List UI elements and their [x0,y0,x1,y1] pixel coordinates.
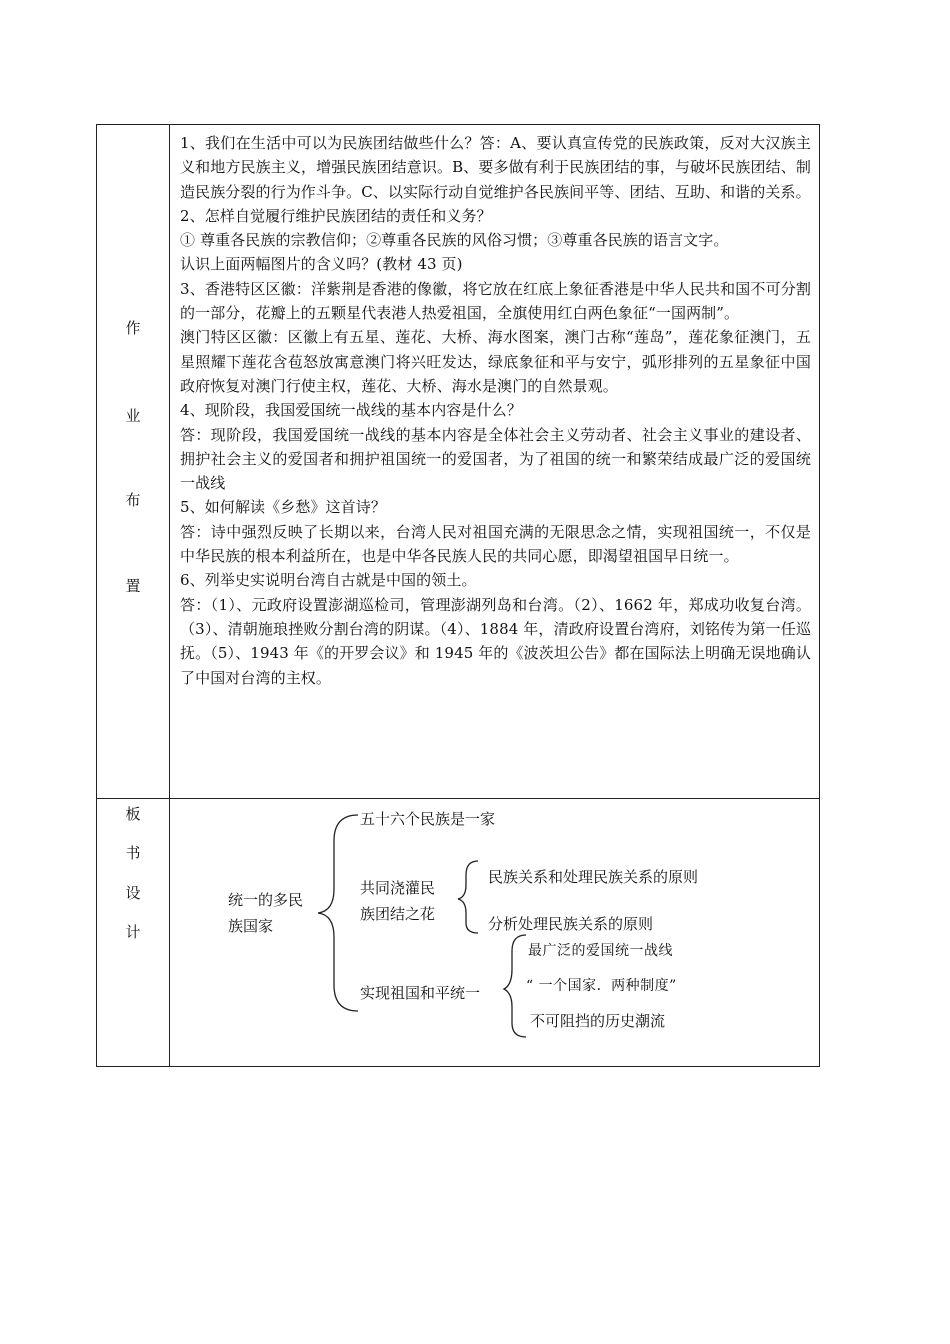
unity-sub-analysis: 分析处理民族关系的原则 [488,915,654,933]
branch-fifty-six-ethnic-groups: 五十六个民族是一家 [360,810,496,828]
homework-answer-2: ① 尊重各民族的宗教信仰；②尊重各民族的风俗习惯；③尊重各民族的语言文字。 [180,231,729,250]
homework-picture-prompt: 认识上面两幅图片的含义吗？(教材 43 页) [180,255,463,274]
homework-question-5: 5、如何解读《乡愁》这首诗？ [180,498,386,517]
homework-hongkong-emblem: 3、香港特区区徽：洋紫荆是香港的像徽，将它放在红底上象征香港是中华人民共和国不可分割的一部分，花瓣上的五颗星代表港人热爱祖国，全旗使用红白两色象征“一国两制”。 [180,279,811,323]
board-label-cell [97,799,170,1067]
homework-question-6: 6、列举史实说明台湾自古就是中国的领土。 [180,571,477,590]
reunification-sub-historical-trend: 不可阻挡的历史潮流 [530,1012,666,1030]
homework-question-2: 2、怎样自觉履行维护民族团结的责任和义务？ [180,206,492,225]
reunification-sub-one-country-two-systems: “ 一个国家．两种制度” [526,978,677,994]
board-label-char-2: 书 [125,844,141,862]
branch-unity-line-2: 族团结之花 [360,905,436,923]
homework-row [97,125,820,799]
homework-answer-4: 答：现阶段，我国爱国统一战线的基本内容是全体社会主义劳动者、社会主义事业的建设者、拥护社会主义的爱国者和拥护祖国统一的爱国者，为了祖国的统一和繁荣结成最广泛的爱国统一战线 [180,425,811,493]
board-diagram [170,799,820,1067]
homework-question-1: 1、我们在生活中可以为民族团结做些什么？答：A、要认真宣传党的民族政策，反对大汉族主义和地方民族主义，增强民族团结意识。B、要多做有利于民族团结的事，与破坏民族团结、制造民族分裂的行为作斗争。C、以实际行动自觉维护各民族间平等、团结、互助、和谐的关系。 [180,134,811,201]
board-design-row [97,799,820,1067]
branch-peaceful-reunification: 实现祖国和平统一 [360,984,481,1002]
homework-answer-6: 答：（1）、元政府设置澎湖巡检司，管理澎湖列岛和台湾。（2）、1662 年，郑成功收复台湾。（3）、清朝施琅挫败分割台湾的阴谋。（4）、1884 年，清政府设置台湾府，刘铭传为第一任巡抚。（5）、1943 年《的开罗会议》和 1945 年的《波茨坦公告》都在国际法上明确无误地确认了中国对台湾的主权。 [180,595,811,687]
lesson-plan-table [96,124,820,1067]
unity-sub-brace [458,861,478,933]
reunification-sub-brace [504,935,526,1037]
homework-label-char-4: 置 [125,577,141,595]
root-line-2: 族国家 [228,917,274,935]
reunification-sub-united-front: 最广泛的爱国统一战线 [528,943,673,959]
homework-question-4: 4、现阶段，我国爱国统一战线的基本内容是什么？ [180,401,522,420]
board-label-char-3: 设 [125,884,141,902]
main-brace [318,815,358,1011]
branch-unity-line-1: 共同浇灌民 [360,879,436,897]
homework-label-cell [97,125,170,799]
board-label-char-1: 板 [125,805,141,823]
homework-label-char-2: 业 [125,407,141,425]
homework-label-char-1: 作 [125,319,141,337]
board-label-char-4: 计 [125,923,141,941]
root-line-1: 统一的多民 [228,891,304,909]
homework-answer-5: 答：诗中强烈反映了长期以来，台湾人民对祖国充满的无限思念之情，实现祖国统一，不仅是中华民族的根本利益所在，也是中华各民族人民的共同心愿，即渴望祖国早日统一。 [180,522,811,566]
homework-macau-emblem: 澳门特区区徽：区徽上有五星、莲花、大桥、海水图案，澳门古称“莲岛”，莲花象征澳门，五星照耀下莲花含苞怒放寓意澳门将兴旺发达，绿底象征和平与安宁，弧形排列的五星象征中国政府恢复对澳门行使主权，莲花、大桥、海水是澳门的自然景观。 [180,328,811,395]
homework-label-char-3: 布 [125,491,141,509]
homework-content-cell [170,125,820,799]
unity-sub-principles: 民族关系和处理民族关系的原则 [488,868,699,886]
homework-text [170,125,819,690]
board-content-cell [170,799,820,1067]
